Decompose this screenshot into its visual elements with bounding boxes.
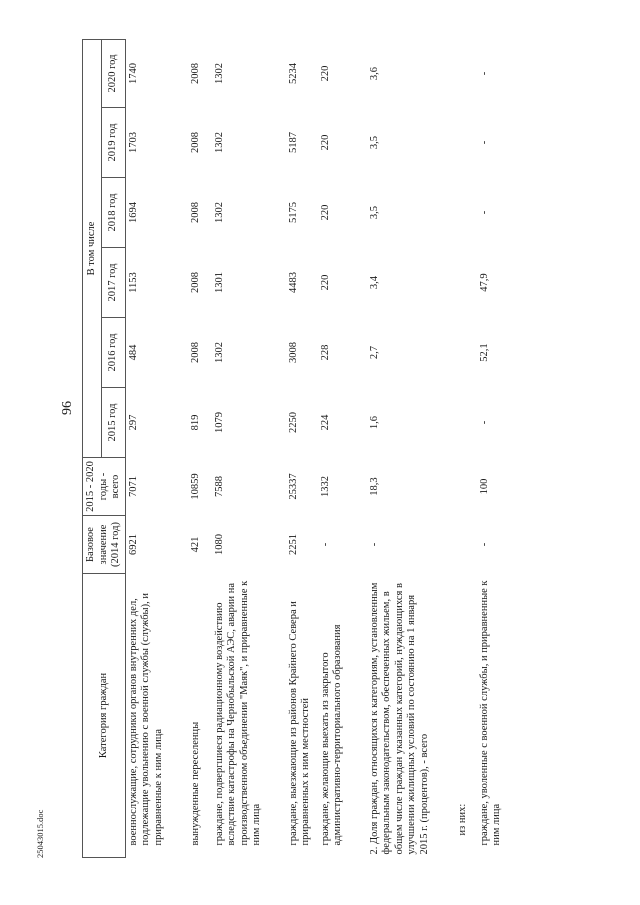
header-year-2015: 2015 год <box>102 388 125 458</box>
row-value-2016: 52,1 <box>478 343 490 362</box>
row-category: 2. Доля граждан, относящихся к категориям, установленным федеральным законодательством, обеспеченных жильем, в общем числе граждан указанных категорий, нуждающихся в улучшении жилищных условий по состоянию на 1 января 2015 г. (процентов), - всего <box>368 582 430 855</box>
row-value-2017: 2008 <box>189 272 201 293</box>
row-total: 18,3 <box>368 477 380 496</box>
row-value-2015 <box>455 388 477 458</box>
row-category: граждане, подвергшиеся радиационному воздействию вследствие катастрофы на Чернобыльской АЭС, аварии на производственном объединении "Маяк", и приравненные к ним лица <box>213 580 262 846</box>
row-category: военнослужащие, сотрудники органов внутренних дел, подлежащие увольнению с военной службы (службы), и приравненные к ним лица <box>127 593 164 846</box>
row-total: 1332 <box>319 476 331 497</box>
row-category: граждане, выезжающие из районов Крайнего Севера и приравненных к ним местностей <box>287 601 311 846</box>
row-value-2020: 1302 <box>213 63 225 84</box>
row-value-2015: 297 <box>127 414 139 431</box>
row-value-2016: 2,7 <box>368 345 380 360</box>
row-value-2019: 2008 <box>189 132 201 153</box>
table-row <box>188 39 212 857</box>
row-value-2019: 1703 <box>127 132 139 153</box>
table-row <box>125 39 188 857</box>
row-value-2017: 220 <box>319 274 331 291</box>
header-year-2020: 2020 год <box>102 39 125 107</box>
row-value-2016 <box>455 318 477 388</box>
row-value-2017: 1153 <box>127 272 139 293</box>
row-base-value: 2251 <box>287 534 299 555</box>
row-value-2020 <box>455 39 477 107</box>
row-value-2015: 819 <box>189 414 201 431</box>
header-year-2018: 2018 год <box>102 178 125 248</box>
row-value-2016: 1302 <box>213 342 225 363</box>
row-value-2018: 1302 <box>213 202 225 223</box>
row-value-2015: 224 <box>319 414 331 431</box>
table-row <box>286 39 318 857</box>
row-value-2020: 5234 <box>287 63 299 84</box>
row-value-2020: 1740 <box>127 63 139 84</box>
header-row-1 <box>83 39 102 857</box>
row-value-2017 <box>455 248 477 318</box>
table-row <box>318 39 366 857</box>
row-category: граждане, желающие выехать из закрытого административно-территориального образования <box>319 624 343 846</box>
row-value-2015: 2250 <box>287 412 299 433</box>
header-year-2019: 2019 год <box>102 108 125 178</box>
row-base-value <box>455 516 477 574</box>
row-value-2018: 5175 <box>287 202 299 223</box>
row-value-2019: 1302 <box>213 132 225 153</box>
row-value-2020: 2008 <box>189 63 201 84</box>
row-total: 25337 <box>287 473 299 500</box>
row-base-value: - <box>368 542 380 547</box>
header-year-2016: 2016 год <box>102 318 125 388</box>
row-total: 10859 <box>189 473 201 500</box>
row-value-2016: 2008 <box>189 342 201 363</box>
row-value-2020: 3,6 <box>368 66 380 81</box>
row-value-2020: - <box>478 71 490 76</box>
row-base-value: 421 <box>189 536 201 553</box>
row-value-2018: - <box>478 210 490 215</box>
header-base-value: Базовое значение (2014 год) <box>83 516 126 574</box>
row-value-2018: 1694 <box>127 202 139 223</box>
table-row <box>366 39 455 857</box>
header-total: 2015 - 2020 годы - всего <box>83 458 126 516</box>
row-value-2018: 220 <box>319 204 331 221</box>
row-base-value: 1080 <box>213 534 225 555</box>
row-value-2019: 5187 <box>287 132 299 153</box>
row-value-2017: 4483 <box>287 272 299 293</box>
row-value-2019: 3,5 <box>368 135 380 150</box>
row-value-2017: 47,9 <box>478 273 490 292</box>
row-value-2015: - <box>478 420 490 425</box>
row-value-2017: 3,4 <box>368 275 380 290</box>
row-value-2020: 220 <box>319 65 331 82</box>
row-value-2017: 1301 <box>213 272 225 293</box>
citizens-housing-table <box>82 39 511 858</box>
row-category: вынужденные переселенцы <box>189 721 201 846</box>
table-row <box>455 39 477 857</box>
row-base-value: 6921 <box>127 534 139 555</box>
row-value-2016: 484 <box>127 344 139 361</box>
row-category: из них: <box>456 803 468 836</box>
row-value-2018: 3,5 <box>368 205 380 220</box>
header-year-2017: 2017 год <box>102 248 125 318</box>
row-value-2015: 1079 <box>213 412 225 433</box>
row-base-value: - <box>319 542 331 547</box>
row-value-2019: - <box>478 140 490 145</box>
table-row <box>212 39 286 857</box>
row-total: 100 <box>478 478 490 495</box>
row-value-2019: 220 <box>319 134 331 151</box>
document-code: 25043015.doc <box>35 809 45 858</box>
header-including: В том числе <box>83 39 102 457</box>
header-category: Категория граждан <box>83 574 126 858</box>
table-row <box>477 39 511 857</box>
row-value-2019 <box>455 108 477 178</box>
row-total: 7071 <box>127 476 139 497</box>
row-category: граждане, уволенные с военной службы, и приравненные к ним лица <box>478 580 502 846</box>
row-value-2016: 3008 <box>287 342 299 363</box>
row-base-value: - <box>478 542 490 547</box>
row-value-2018: 2008 <box>189 202 201 223</box>
row-total <box>455 458 477 516</box>
rotated-page-content <box>82 40 558 858</box>
page-number: 96 <box>60 401 75 415</box>
row-value-2016: 228 <box>319 344 331 361</box>
row-value-2018 <box>455 178 477 248</box>
row-total: 7588 <box>213 476 225 497</box>
row-value-2015: 1,6 <box>368 415 380 430</box>
